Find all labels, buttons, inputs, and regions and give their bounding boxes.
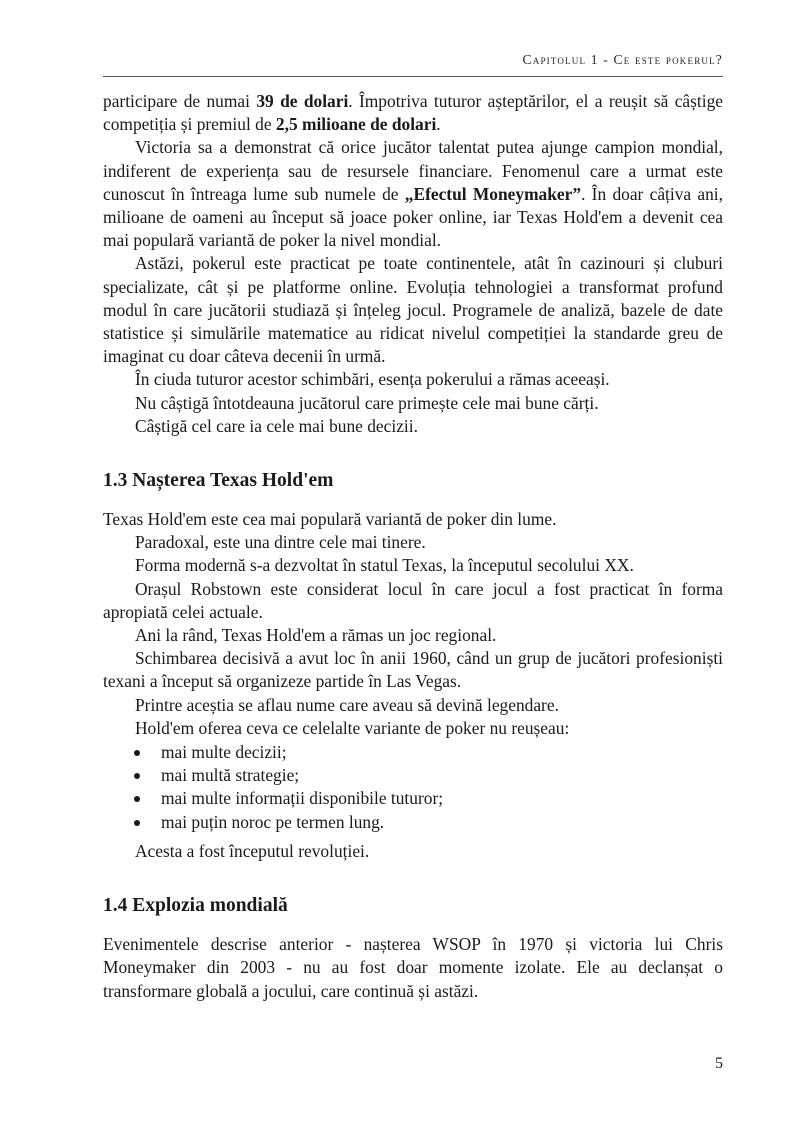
bullet-icon [134, 820, 140, 826]
paragraph: Forma modernă s-a dezvoltat în statul Texas, la începutul secolului XX. [135, 555, 634, 576]
bold-text: 39 de dolari [256, 91, 349, 111]
paragraph: Ani la rând, Texas Hold'em a rămas un joc regional. [135, 625, 497, 646]
bullet-icon [134, 773, 140, 779]
header-rule [103, 76, 723, 77]
body-text [103, 90, 723, 1003]
paragraph: Evenimentele descrise anterior - nașterea WSOP în 1970 și victoria lui Chris Moneymaker din 2003 - nu au fost doar momente izolate. Ele au declanșat o transformare globală a jocului, care continuă și astăzi. [103, 934, 723, 1001]
paragraph: În ciuda tuturor acestor schimbări, esența pokerului a rămas aceeași. [135, 369, 610, 390]
section-heading: 1.3 Nașterea Texas Hold'em [103, 470, 334, 492]
bullet-icon [134, 750, 140, 756]
paragraph: participare de numai 39 de dolari. Împotriva tuturor așteptărilor, el a reușit să câștige competiția și premiul de 2,5 milioane de dolari. [103, 91, 723, 135]
list-item: mai multă strategie; [103, 764, 723, 787]
list-item: mai puțin noroc pe termen lung. [103, 811, 723, 834]
bold-text: „Efectul Moneymaker” [404, 183, 582, 204]
list-item: mai multe decizii; [103, 741, 723, 764]
bold-text: 2,5 milioane de dolari [275, 114, 437, 135]
paragraph: Orașul Robstown este considerat locul în care jocul a fost practicat în forma apropiată celei actuale. [103, 578, 723, 622]
paragraph: Astăzi, pokerul este practicat pe toate continentele, atât în cazinouri și cluburi specializate, cât și pe platforme online. Evoluția tehnologiei a transformat profund modul în care jucătorii studiază și înțeleg jocul. Programele de analiză, bazele de date statistice și simulările matematice au ridicat nivelul competiției la standarde greu de imaginat cu doar câteva decenii în urmă. [103, 253, 723, 367]
paragraph: Nu câștigă întotdeauna jucătorul care primește cele mai bune cărți. [135, 392, 599, 413]
paragraph: Texas Hold'em este cea mai populară variantă de poker din lume. [103, 509, 557, 530]
page-number: 5 [715, 1055, 723, 1072]
bullet-list [103, 741, 723, 834]
paragraph: Hold'em oferea ceva ce celelalte variante de poker nu reușeau: [135, 717, 570, 738]
section-heading: 1.4 Explozia mondială [103, 895, 288, 917]
paragraph: Victoria sa a demonstrat că orice jucător talentat putea ajunge campion mondial, indiferent de experiența sau de resursele financiare. Fenomenul care a urmat este cunoscut în întreaga lume sub numele de „Efectul Moneymaker”. În doar câțiva ani, milioane de oameni au început să joace poker online, iar Texas Hold'em a devenit cea mai populară variantă de poker la nivel mondial. [103, 137, 723, 251]
paragraph: Câștigă cel care ia cele mai bune decizii. [135, 415, 418, 436]
running-header: Capitolul 1 - Ce este pokerul? [522, 52, 723, 67]
paragraph: Acesta a fost începutul revoluției. [135, 840, 370, 861]
paragraph: Paradoxal, este una dintre cele mai tinere. [135, 532, 426, 553]
list-item: mai multe informații disponibile tuturor; [103, 787, 723, 810]
bullet-icon [134, 796, 140, 802]
paragraph: Printre aceștia se aflau nume care aveau să devină legendare. [135, 694, 559, 715]
paragraph: Schimbarea decisivă a avut loc în anii 1960, când un grup de jucători profesioniști texani a început să organizeze partide în Las Vegas. [103, 648, 723, 692]
